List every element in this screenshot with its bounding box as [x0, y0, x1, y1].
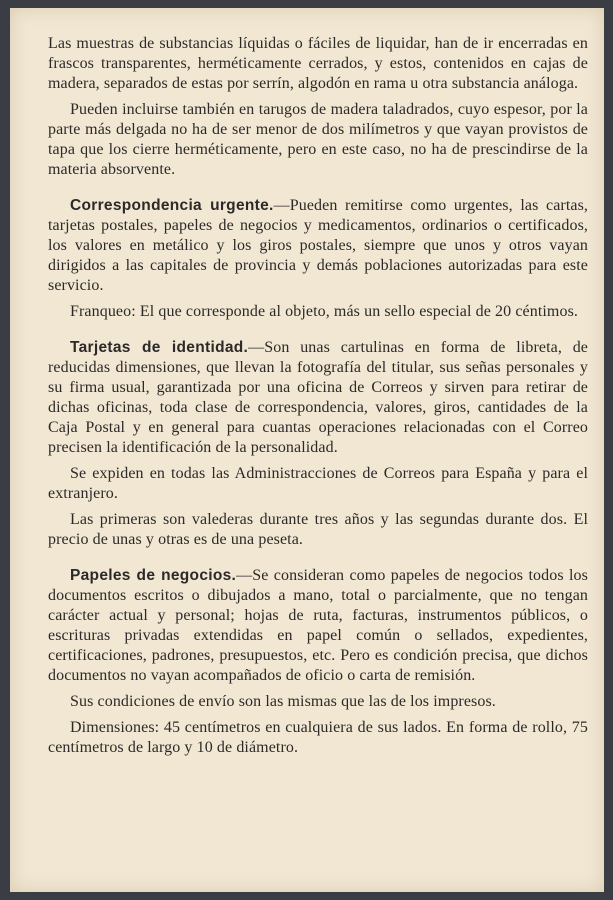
paragraph-issued: Se expiden en todas las Administracciones de Correos para España y para el extranjero.	[48, 465, 588, 502]
heading-identity-cards: Tarjetas de identidad.	[70, 339, 249, 356]
heading-urgent-mail: Correspondencia urgente.	[70, 197, 274, 214]
paragraph-urgent-mail: Correspondencia urgente.—Pueden remitirse como urgentes, las cartas, tarjetas postales, papeles de negocios y medicamentos, ordinarios o certificados, los valores en metálico y los giros postales, siempre que unos y otros vayan dirigidos a las capitales de provincia y demás poblaciones autorizadas para este servicio.	[48, 197, 588, 294]
paragraph-wooden-tubes: Pueden incluirse también en tarugos de madera taladrados, cuyo espesor, por la parte más delgada no ha de ser menor de dos milímetros y que vayan provistos de tapa que los cierre herméticamente, pero en este caso, no ha de prescindirse de la materia absorvente.	[48, 101, 588, 178]
paragraph-liquid-samples: Las muestras de substancias líquidas o fáciles de liquidar, han de ir encerradas en frascos transparentes, herméticamente cerrados, y estos, contenidos en cajas de madera, separados de estas por serrín, algodón en rama u otra substancia análoga.	[48, 35, 588, 92]
paragraph-dimensions: Dimensiones: 45 centímetros en cualquiera de sus lados. En forma de rollo, 75 centímetros de largo y 10 de diámetro.	[48, 719, 588, 756]
postal-card	[10, 8, 604, 892]
paragraph-conditions: Sus condiciones de envío son las mismas que las de los impresos.	[70, 693, 496, 710]
card-text	[48, 34, 588, 758]
paragraph-identity-cards: Tarjetas de identidad.—Son unas cartulinas en forma de libreta, de reducidas dimensiones, que llevan la fotografía del titular, sus señas personales y su firma usual, garantizada por una oficina de Correos y sirven para retirar de dichas oficinas, toda clase de correspondencia, valores, giros, cantidades de la Caja Postal y en general para cuantas operaciones relacionadas con el Correo precisen la identificación de la personalidad.	[48, 339, 589, 456]
paragraph-business-papers: Papeles de negocios.—Se consideran como papeles de negocios todos los documentos escritos o dibujados a mano, total o parcialmente, que no tengan carácter actual y personal; hojas de ruta, facturas, instrumentos públicos, o escrituras privadas extendidas en papel común o sellados, expedientes, certificaciones, padrones, presupuestos, etc. Pero es condición precisa, que dichos documentos no vayan acompañados de oficio o carta de remisión.	[48, 567, 588, 684]
paragraph-postage: Franqueo: El que corresponde al objeto, más un sello especial de 20 céntimos.	[70, 303, 579, 320]
heading-business-papers: Papeles de negocios.	[70, 567, 237, 584]
paragraph-validity: Las primeras son valederas durante tres años y las segundas durante dos. El precio de unas y otras es de una peseta.	[48, 511, 588, 548]
